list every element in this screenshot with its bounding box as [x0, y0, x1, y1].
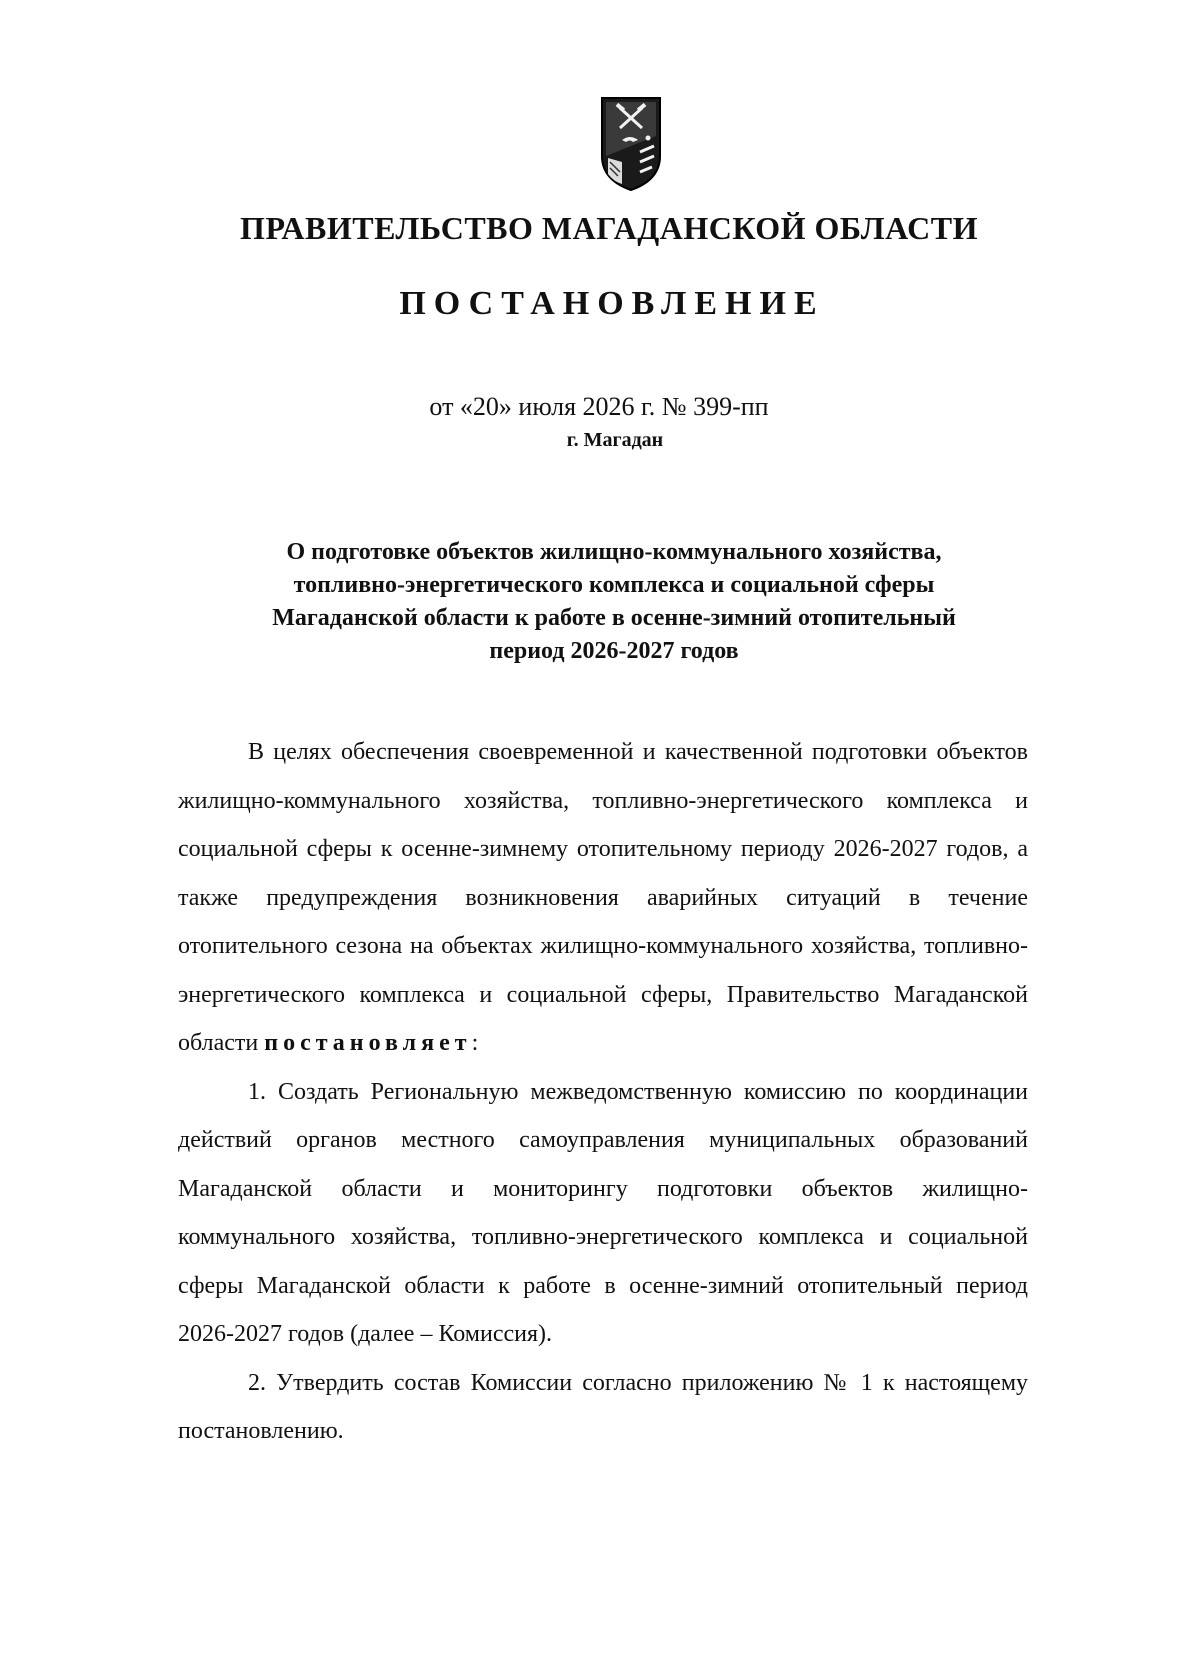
document-date-number: от «20» июля 2026 г. № 399-пп: [429, 392, 769, 421]
item-2-paragraph: 2. Утвердить состав Комиссии согласно приложению № 1 к настоящему постановлению.: [178, 1369, 1028, 1444]
resolves-colon: :: [471, 1030, 479, 1056]
document-subject: [195, 536, 1033, 668]
item-1-paragraph: 1. Создать Региональную межведомственную комиссию по координации действий органов местного самоуправления муниципальных образований Магаданской области и мониторингу подготовки объектов жилищно-коммунального хозяйства, топливно-энергетического комплекса и социальной сферы Магаданской области к работе в осенне-зимний отопительный период 2026-2027 годов (далее – Комиссия).: [178, 1078, 1028, 1347]
preamble-paragraph: [178, 728, 1028, 1068]
coat-of-arms-emblem: [600, 96, 662, 192]
document-type-title: ПОСТАНОВЛЕНИЕ: [399, 285, 825, 322]
document-body: [178, 728, 1028, 1456]
preamble-text: В целях обеспечения своевременной и качественной подготовки объектов жилищно-коммунального хозяйства, топливно-энергетического комплекса и социальной сферы к осенне-зимнему отопительному периоду 2026-2027 годов, а также предупреждения возникновения аварийных ситуаций в течение отопительного сезона на объектах жилищно-коммунального хозяйства, топливно-энергетического комплекса и социальной сферы, Правительство Магаданской области: [178, 739, 1028, 1056]
document-city: г. Магадан: [566, 429, 664, 451]
government-title: ПРАВИТЕЛЬСТВО МАГАДАНСКОЙ ОБЛАСТИ: [240, 210, 978, 246]
subject-line: период 2026-2027 годов: [489, 638, 739, 664]
subject-line: Магаданской области к работе в осенне-зимний отопительный: [272, 605, 956, 631]
subject-line: О подготовке объектов жилищно-коммунального хозяйства,: [286, 539, 942, 565]
resolves-word: постановляет: [264, 1030, 472, 1056]
subject-line: топливно-энергетического комплекса и социальной сферы: [293, 572, 935, 598]
